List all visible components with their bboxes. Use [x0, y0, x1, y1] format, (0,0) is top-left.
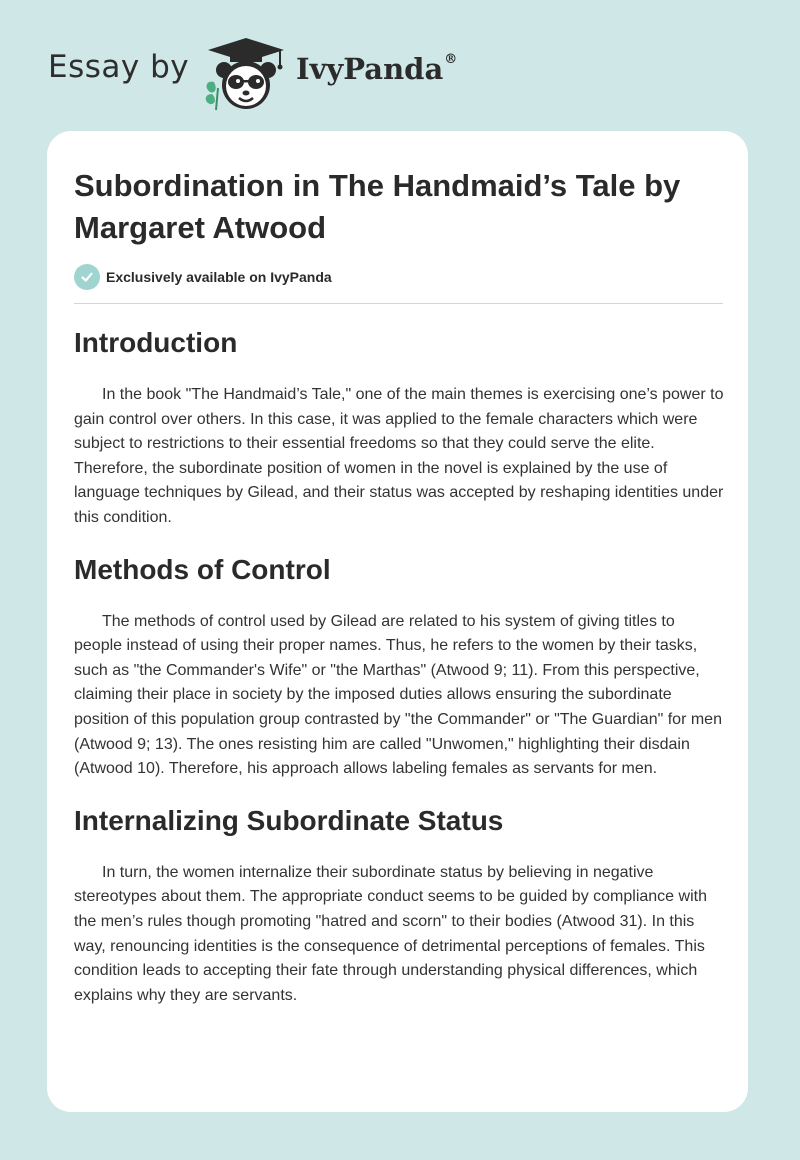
title-divider	[74, 303, 723, 304]
badge-text: Exclusively available on IvyPanda	[106, 269, 332, 285]
section-heading-methods-of-control: Methods of Control	[74, 553, 331, 585]
essay-body	[74, 322, 726, 1008]
section-paragraph-introduction: In the book "The Handmaid’s Tale," one of the main themes is exercising one’s power to gain control over others. In this case, it was applied to the female characters which were subject to restrictions to their essential freedoms so that they could serve the elite. Therefore, the subordinate position of women in the novel is explained by the use of language techniques by Gilead, and their status was accepted by reshaping identities under this condition.	[74, 386, 724, 526]
check-circle-icon	[74, 264, 100, 290]
exclusive-badge	[74, 264, 332, 290]
registered-mark: ®	[444, 52, 458, 67]
brand-name-text: IvyPanda	[296, 52, 444, 86]
brand-name[interactable]	[296, 52, 458, 86]
section-heading-introduction: Introduction	[74, 327, 238, 358]
page-title: Subordination in The Handmaid’s Tale by Margaret Atwood	[74, 168, 681, 245]
site-header	[0, 0, 800, 130]
section-paragraph-internalizing-status: In turn, the women internalize their subordinate status by believing in negative stereotypes about them. The appropriate conduct seems to be guided by compliance with the men’s rules though promoting "hatred and scorn" to their bodies (Atwood 31). In this way, renouncing identities is the consequence of detrimental perceptions of females. This condition leads to accepting their fate through understanding physical differences, which explains why they are servants.	[74, 863, 707, 1004]
section-heading-internalizing-status: Internalizing Subordinate Status	[74, 804, 504, 836]
section-paragraph-methods-of-control: The methods of control used by Gilead are related to his system of giving titles to people instead of using their proper names. Thus, he refers to the women by their tasks, such as "the Commander's Wife" or "the Marthas" (Atwood 9; 11). From this perspective, claiming their place in society by the imposed duties allows ensuring the subordinate position of this population group contrasted by "the Commander" or "The Guardian" for men (Atwood 9; 13). The ones resisting him are called "Unwomen," highlighting their disdain (Atwood 10). Therefore, his approach allows labeling females as servants for men.	[74, 612, 722, 778]
essay-by-label: Essay by	[48, 49, 190, 85]
check-mark-icon	[80, 270, 94, 284]
panda-graduate-icon[interactable]	[200, 36, 292, 112]
essay-card	[47, 131, 748, 1112]
